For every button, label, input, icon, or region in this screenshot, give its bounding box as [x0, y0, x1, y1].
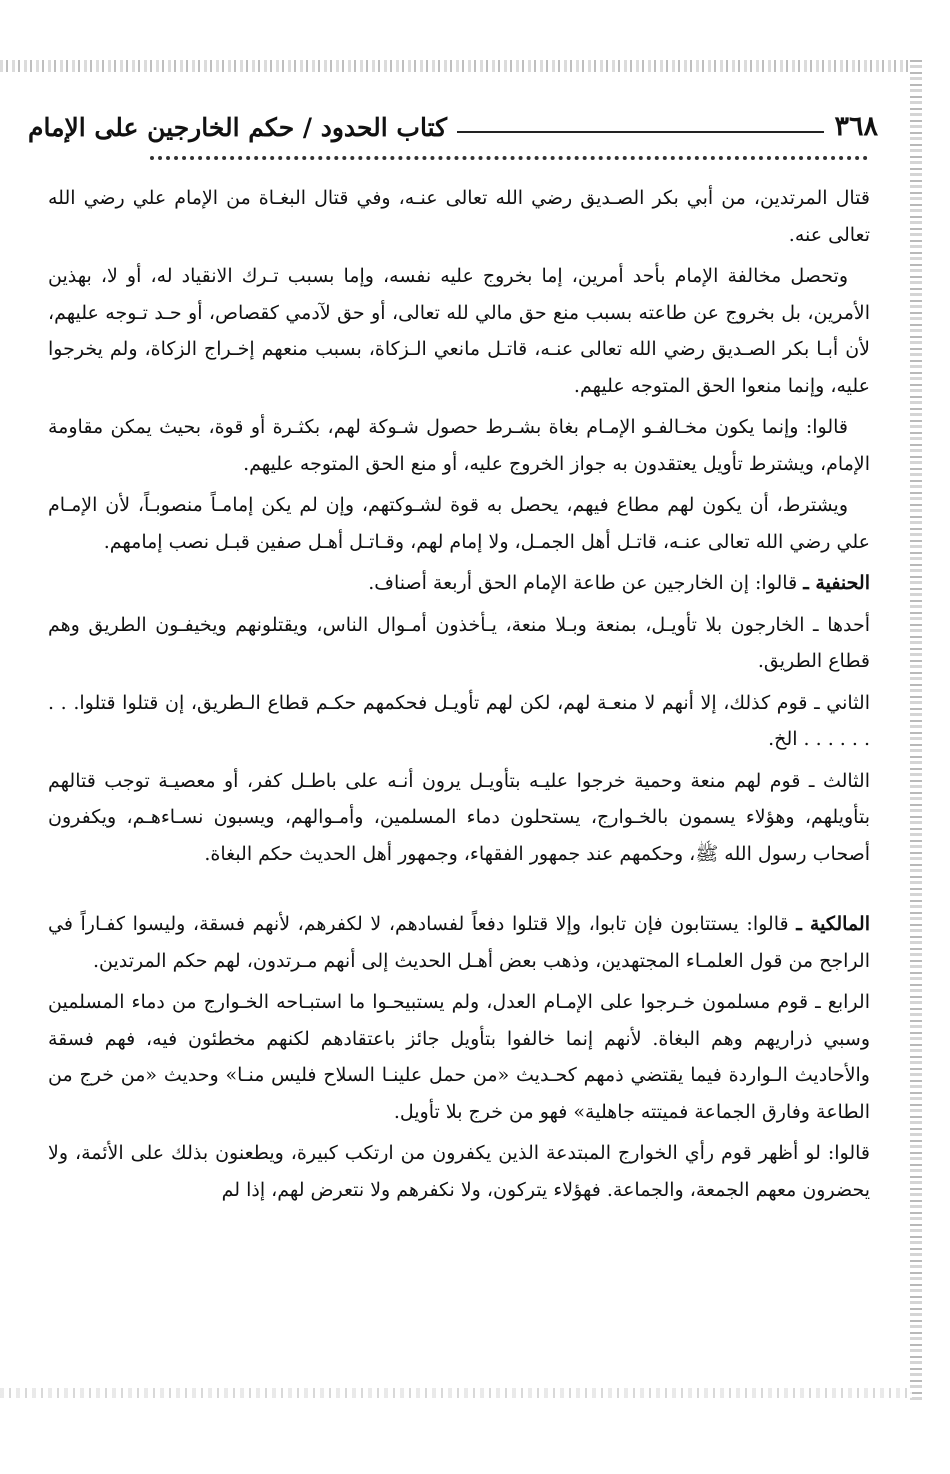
paragraph	[48, 685, 870, 758]
paragraph-text: الثاني ـ قوم كذلك، إلا أنهم لا منعـة لهم، لكن لهم تأويـل فحكمهم حكـم قطاع الـطريق، إن قتلوا قتلوا. . . . . . . . . الخ.	[48, 691, 870, 750]
header-dotted-separator	[150, 148, 868, 160]
page-number: ٣٦٨	[834, 111, 878, 142]
paragraph	[48, 984, 870, 1130]
paragraph	[48, 180, 870, 253]
paragraph-text: أحدها ـ الخارجون بلا تأويـل، بمنعة وبـلا منعة، يـأخذون أمـوال الناس، ويقتلونهم ويخيفـون الطريق وهم قطاع الطريق.	[48, 613, 870, 672]
paragraph	[48, 487, 870, 560]
paragraph-text: ويشترط، أن يكون لهم مطاع فيهم، يحصل به قوة لشـوكتهم، وإن لم يكن إمامـاً منصوبـاً، لأن الإمـام علي رضي الله تعالى عنـه، قاتـل أهل الجمـل، ولا إمام لهم، وقـاتـل أهـل صفين قبـل نصب إمامهم.	[48, 494, 870, 553]
header-rule	[457, 131, 824, 133]
paragraph-text: الثالث ـ قوم لهم منعة وحمية خرجوا عليـه بتأويـل يرون أنـه على باطـل كفر، أو معصيـة توجب قتالهم بتأويلهم، وهؤلاء يسمون بالخـوارج، يستحلون دماء المسلمين، وأمـوالهم، ويسبون نسـاءهـم، ويكفرون أصحاب رسول الله ﷺ، وحكمهم عند جمهور الفقهاء، وجمهور أهل الحديث حكم البغاة.	[48, 769, 870, 865]
right-ornamental-border	[910, 60, 922, 1400]
top-ornamental-border	[0, 60, 912, 72]
bottom-ornamental-border	[0, 1388, 912, 1398]
paragraph	[48, 409, 870, 482]
paragraph-text: قالوا: لو أظهر قوم رأي الخوارج المبتدعة الذين يكفرون من ارتكب كبيرة، ويطعنون بذلك على الأئمة، ولا يحضرون معهم الجمعة، والجماعة. فهؤلاء يتركون، ولا نكفرهم ولا نتعرض لهم، إذا لم	[48, 1142, 870, 1201]
paragraph-text: وتحصل مخالفة الإمام بأحد أمرين، إما بخروج عليه نفسه، وإما بسبب تـرك الانقياد له، أو لا، بهذين الأمرين، بل بخروج عن طاعته بسبب منع حق مالي لله تعالى، أو حق لآدمي كقصاص، أو حـد تـوجه عليهم، لأن أبـا بكر الصـديق رضي الله تعالى عنـه، قاتـل مانعي الـزكاة، بسبب منعهم إخـراج الزكاة، ولم يخرجوا عليه، وإنما منعوا الحق المتوجه عليهم.	[48, 265, 870, 397]
running-title: كتاب الحدود / حكم الخارجين على الإمام	[28, 113, 448, 142]
school-heading-hanafi: الحنفية ـ	[803, 572, 870, 594]
paragraph	[48, 1135, 870, 1208]
page-body	[48, 180, 870, 1370]
paragraph	[48, 565, 870, 602]
paragraph-text: قالوا: وإنما يكون مخـالفـو الإمـام بغاة بشـرط حصول شـوكة لهم، بكثـرة أو قوة، بحيث يمكن مقاومة الإمام، ويشترط تأويل يعتقدون به جواز الخروج عليه، أو منع الحق المتوجه عليهم.	[48, 416, 870, 475]
paragraph	[48, 607, 870, 680]
paragraph	[48, 906, 870, 979]
paragraph	[48, 763, 870, 873]
paragraph-text: قالوا: إن الخارجين عن طاعة الإمام الحق أربعة أصناف.	[368, 572, 798, 594]
paragraph-text: قالوا: يستتابون فإن تابوا، وإلا قتلوا دفعاً لفسادهم، لا لكفرهم، لأنهم فسقة، وليسوا كفـاراً في الراجح من قول العلمـاء المجتهدين، وذهب بعض أهـل الحديث إلى أنهم مـرتدون، لهم حكم المرتدين.	[48, 913, 870, 972]
paragraph-text: الرابع ـ قوم مسلمون خـرجوا على الإمـام العدل، ولم يستبيحـوا ما استبـاحه الخـوارج من دماء المسلمين وسبي ذراريهم وهم البغاة. لأنهم إنما خالفوا بتأويل جائز باعتقادهم لكنهم مخطئون فيه، فهم فسقة والأحاديث الـواردة فيما يقتضي ذمهم كحـديث «من حمل علينـا السلاح فليس منـا» وحديث «من خرج من الطاعة وفارق الجماعة فميتته جاهلية» فهو من خرج بلا تأويل.	[48, 991, 870, 1123]
paragraph-text: قتال المرتدين، من أبي بكر الصـديق رضي الله تعالى عنـه، وفي قتال البغـاة من الإمام علي رضي الله تعالى عنه.	[48, 187, 870, 246]
school-heading-maliki: المالكية ـ	[796, 913, 870, 935]
paragraph	[48, 258, 870, 404]
page-header	[28, 100, 878, 142]
